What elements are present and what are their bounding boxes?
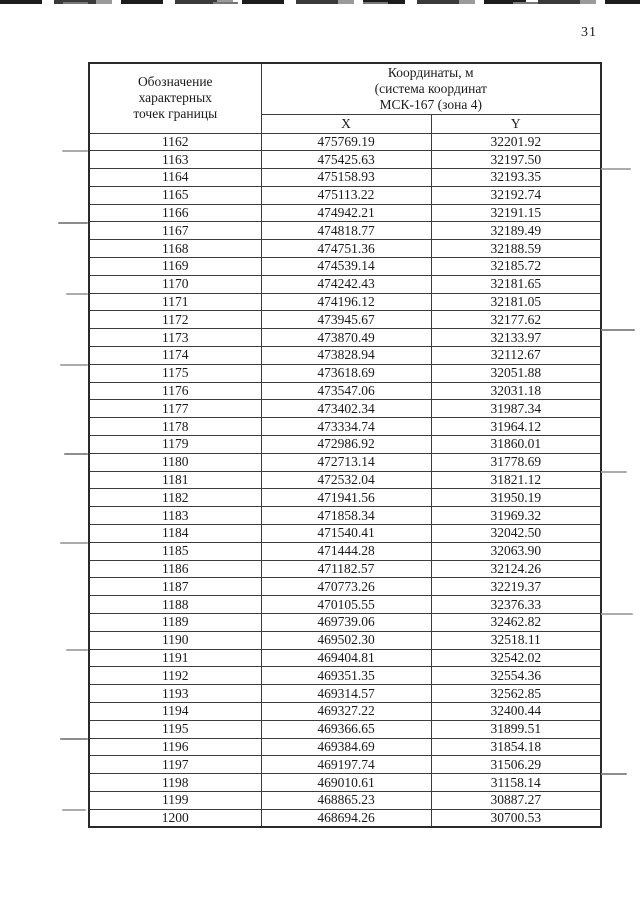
scan-artifact xyxy=(60,364,88,366)
cell-x: 469327.22 xyxy=(261,703,431,721)
cell-x: 473547.06 xyxy=(261,382,431,400)
cell-y: 30887.27 xyxy=(431,791,601,809)
table-row xyxy=(89,614,601,632)
scan-artifact xyxy=(601,168,631,170)
cell-x: 474818.77 xyxy=(261,222,431,240)
cell-point-number: 1199 xyxy=(89,791,261,809)
cell-point-number: 1171 xyxy=(89,293,261,311)
cell-point-number: 1173 xyxy=(89,329,261,347)
table-row xyxy=(89,151,601,169)
table-row xyxy=(89,186,601,204)
cell-y: 32542.02 xyxy=(431,649,601,667)
cell-point-number: 1163 xyxy=(89,151,261,169)
cell-y: 32376.33 xyxy=(431,596,601,614)
table-row xyxy=(89,347,601,365)
cell-y: 32181.05 xyxy=(431,293,601,311)
cell-y: 31899.51 xyxy=(431,720,601,738)
scan-artifact xyxy=(601,773,627,775)
cell-y: 31860.01 xyxy=(431,436,601,454)
cell-x: 471540.41 xyxy=(261,525,431,543)
table-row xyxy=(89,507,601,525)
table-row xyxy=(89,738,601,756)
cell-point-number: 1195 xyxy=(89,720,261,738)
column-header-line: Координаты, м xyxy=(387,64,474,80)
cell-point-number: 1188 xyxy=(89,596,261,614)
cell-y: 32197.50 xyxy=(431,151,601,169)
scan-artifact xyxy=(601,613,633,615)
cell-y: 31969.32 xyxy=(431,507,601,525)
cell-point-number: 1181 xyxy=(89,471,261,489)
table-row xyxy=(89,649,601,667)
cell-y: 32554.36 xyxy=(431,667,601,685)
cell-x: 474942.21 xyxy=(261,204,431,222)
column-header-line: (система координат xyxy=(374,80,487,96)
cell-x: 470105.55 xyxy=(261,596,431,614)
cell-y: 32031.18 xyxy=(431,382,601,400)
table-row xyxy=(89,667,601,685)
cell-x: 475425.63 xyxy=(261,151,431,169)
cell-x: 474242.43 xyxy=(261,275,431,293)
column-header-y: Y xyxy=(431,114,601,133)
table-row xyxy=(89,720,601,738)
cell-y: 32518.11 xyxy=(431,631,601,649)
cell-x: 469404.81 xyxy=(261,649,431,667)
scan-artifact xyxy=(64,453,88,455)
coordinates-table xyxy=(88,62,602,828)
table-row xyxy=(89,275,601,293)
cell-x: 469010.61 xyxy=(261,774,431,792)
cell-x: 473618.69 xyxy=(261,364,431,382)
cell-point-number: 1167 xyxy=(89,222,261,240)
cell-x: 469502.30 xyxy=(261,631,431,649)
cell-point-number: 1194 xyxy=(89,703,261,721)
table-row xyxy=(89,453,601,471)
table-row xyxy=(89,809,601,827)
cell-point-number: 1164 xyxy=(89,169,261,187)
scan-artifact xyxy=(601,329,635,331)
cell-point-number: 1172 xyxy=(89,311,261,329)
cell-point-number: 1175 xyxy=(89,364,261,382)
cell-y: 30700.53 xyxy=(431,809,601,827)
scan-artifact xyxy=(62,809,86,811)
cell-x: 471941.56 xyxy=(261,489,431,507)
table-row xyxy=(89,560,601,578)
cell-y: 31987.34 xyxy=(431,400,601,418)
cell-point-number: 1189 xyxy=(89,614,261,632)
cell-x: 475769.19 xyxy=(261,133,431,151)
column-header-line: МСК-167 (зона 4) xyxy=(379,96,482,112)
cell-y: 31950.19 xyxy=(431,489,601,507)
table-row xyxy=(89,703,601,721)
table-header xyxy=(89,63,601,133)
table-row xyxy=(89,329,601,347)
table-row xyxy=(89,774,601,792)
cell-y: 32400.44 xyxy=(431,703,601,721)
cell-x: 474539.14 xyxy=(261,258,431,276)
table-row xyxy=(89,791,601,809)
cell-y: 32188.59 xyxy=(431,240,601,258)
cell-x: 471858.34 xyxy=(261,507,431,525)
table-row xyxy=(89,525,601,543)
cell-point-number: 1168 xyxy=(89,240,261,258)
cell-point-number: 1170 xyxy=(89,275,261,293)
table-row xyxy=(89,596,601,614)
scan-artifact xyxy=(601,471,627,473)
column-header-point-designation xyxy=(89,63,261,133)
cell-x: 473945.67 xyxy=(261,311,431,329)
cell-point-number: 1187 xyxy=(89,578,261,596)
cell-y: 32181.65 xyxy=(431,275,601,293)
cell-y: 31158.14 xyxy=(431,774,601,792)
cell-x: 473828.94 xyxy=(261,347,431,365)
column-header-line: точек границы xyxy=(133,106,218,122)
column-header-x: X xyxy=(261,114,431,133)
table-body xyxy=(89,133,601,827)
cell-y: 32219.37 xyxy=(431,578,601,596)
cell-point-number: 1196 xyxy=(89,738,261,756)
cell-y: 31506.29 xyxy=(431,756,601,774)
cell-point-number: 1186 xyxy=(89,560,261,578)
page-number: 31 xyxy=(581,25,597,40)
cell-y: 31964.12 xyxy=(431,418,601,436)
cell-x: 474196.12 xyxy=(261,293,431,311)
scan-artifact-top-edge xyxy=(0,0,640,4)
cell-y: 32189.49 xyxy=(431,222,601,240)
table-row xyxy=(89,204,601,222)
cell-x: 469197.74 xyxy=(261,756,431,774)
table-row xyxy=(89,542,601,560)
table-row xyxy=(89,400,601,418)
cell-y: 32462.82 xyxy=(431,614,601,632)
scan-artifact xyxy=(60,738,88,740)
cell-x: 475113.22 xyxy=(261,186,431,204)
cell-point-number: 1176 xyxy=(89,382,261,400)
table-row xyxy=(89,631,601,649)
table-row xyxy=(89,756,601,774)
scan-artifact xyxy=(66,293,88,295)
column-header-line: Обозначение xyxy=(137,74,213,90)
cell-x: 471444.28 xyxy=(261,542,431,560)
cell-y: 32042.50 xyxy=(431,525,601,543)
cell-point-number: 1193 xyxy=(89,685,261,703)
cell-x: 470773.26 xyxy=(261,578,431,596)
cell-x: 469739.06 xyxy=(261,614,431,632)
cell-point-number: 1191 xyxy=(89,649,261,667)
table-row xyxy=(89,169,601,187)
table-row xyxy=(89,240,601,258)
cell-y: 32112.67 xyxy=(431,347,601,365)
cell-x: 469366.65 xyxy=(261,720,431,738)
cell-x: 472532.04 xyxy=(261,471,431,489)
cell-y: 32191.15 xyxy=(431,204,601,222)
table-row xyxy=(89,418,601,436)
cell-y: 32133.97 xyxy=(431,329,601,347)
cell-point-number: 1192 xyxy=(89,667,261,685)
cell-y: 32192.74 xyxy=(431,186,601,204)
cell-x: 472986.92 xyxy=(261,436,431,454)
cell-x: 469314.57 xyxy=(261,685,431,703)
table-row xyxy=(89,364,601,382)
cell-y: 32193.35 xyxy=(431,169,601,187)
table-row xyxy=(89,436,601,454)
cell-point-number: 1190 xyxy=(89,631,261,649)
cell-x: 473870.49 xyxy=(261,329,431,347)
scan-artifact xyxy=(60,542,88,544)
cell-point-number: 1183 xyxy=(89,507,261,525)
cell-point-number: 1174 xyxy=(89,347,261,365)
cell-point-number: 1169 xyxy=(89,258,261,276)
cell-x: 469384.69 xyxy=(261,738,431,756)
cell-point-number: 1178 xyxy=(89,418,261,436)
cell-x: 473402.34 xyxy=(261,400,431,418)
cell-y: 32051.88 xyxy=(431,364,601,382)
cell-y: 31778.69 xyxy=(431,453,601,471)
cell-point-number: 1162 xyxy=(89,133,261,151)
column-header-coordinates xyxy=(261,63,601,114)
cell-x: 474751.36 xyxy=(261,240,431,258)
cell-point-number: 1185 xyxy=(89,542,261,560)
cell-y: 32201.92 xyxy=(431,133,601,151)
table-row xyxy=(89,685,601,703)
cell-point-number: 1180 xyxy=(89,453,261,471)
cell-point-number: 1184 xyxy=(89,525,261,543)
table-row xyxy=(89,222,601,240)
cell-point-number: 1200 xyxy=(89,809,261,827)
cell-y: 31854.18 xyxy=(431,738,601,756)
scan-artifact xyxy=(66,649,88,651)
column-header-line: характерных xyxy=(138,90,212,106)
table-row xyxy=(89,293,601,311)
table-row xyxy=(89,489,601,507)
cell-y: 32124.26 xyxy=(431,560,601,578)
cell-y: 31821.12 xyxy=(431,471,601,489)
cell-x: 468694.26 xyxy=(261,809,431,827)
table-row xyxy=(89,133,601,151)
cell-y: 32185.72 xyxy=(431,258,601,276)
cell-point-number: 1179 xyxy=(89,436,261,454)
table-row xyxy=(89,578,601,596)
cell-x: 475158.93 xyxy=(261,169,431,187)
cell-x: 469351.35 xyxy=(261,667,431,685)
cell-y: 32562.85 xyxy=(431,685,601,703)
table-row xyxy=(89,471,601,489)
cell-x: 473334.74 xyxy=(261,418,431,436)
table-row xyxy=(89,258,601,276)
cell-y: 32177.62 xyxy=(431,311,601,329)
cell-point-number: 1198 xyxy=(89,774,261,792)
cell-point-number: 1166 xyxy=(89,204,261,222)
scan-artifact xyxy=(62,150,88,152)
scan-artifact xyxy=(58,222,88,224)
cell-point-number: 1182 xyxy=(89,489,261,507)
cell-x: 472713.14 xyxy=(261,453,431,471)
cell-point-number: 1197 xyxy=(89,756,261,774)
cell-point-number: 1177 xyxy=(89,400,261,418)
cell-point-number: 1165 xyxy=(89,186,261,204)
table-row xyxy=(89,311,601,329)
table-row xyxy=(89,382,601,400)
cell-y: 32063.90 xyxy=(431,542,601,560)
cell-x: 468865.23 xyxy=(261,791,431,809)
cell-x: 471182.57 xyxy=(261,560,431,578)
